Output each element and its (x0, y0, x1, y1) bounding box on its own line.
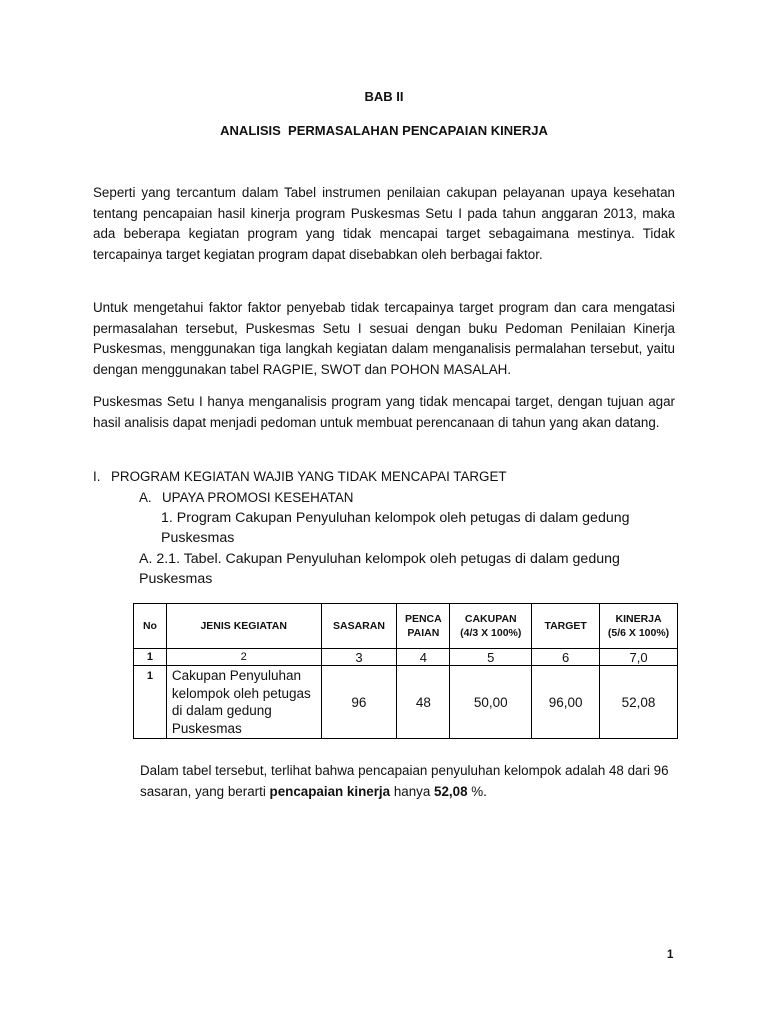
program-title: 1. Program Cakupan Penyuluhan kelompok oleh petugas di dalam gedung Puskesmas (161, 510, 630, 546)
column-number: 1 (134, 649, 167, 666)
chapter-title: ANALISIS PERMASALAHAN PENCAPAIAN KINERJA (220, 123, 548, 138)
header-cakupan-line2: (4/3 X 100%) (460, 627, 522, 639)
conclusion-paragraph (140, 760, 680, 802)
subsection-label: UPAYA PROMOSI KESEHATAN (162, 490, 354, 505)
header-jenis: JENIS KEGIATAN (166, 604, 321, 649)
page-number: 1 (667, 949, 674, 961)
header-sasaran: SASARAN (321, 604, 397, 649)
cell-jenis-kegiatan: Cakupan Penyuluhan kelompok oleh petugas di dalam gedung Puskesmas (166, 666, 321, 739)
header-kinerja-line1: KINERJA (615, 613, 662, 625)
header-no: No (134, 604, 167, 649)
performance-table (133, 603, 678, 739)
header-kinerja-line2: (5/6 X 100%) (607, 627, 670, 639)
header-pencapaian (397, 604, 450, 649)
table-caption: A. 2.1. Tabel. Cakupan Penyuluhan kelompok oleh petugas di dalam gedung Puskesmas (139, 551, 620, 587)
header-cakupan-line1: CAKUPAN (464, 613, 517, 625)
subsection-heading-a (139, 488, 353, 508)
conclusion-bold-value: 52,08 (434, 784, 468, 799)
column-number: 6 (532, 649, 600, 666)
column-number: 4 (397, 649, 450, 666)
conclusion-text-3: %. (467, 784, 487, 799)
header-target: TARGET (532, 604, 600, 649)
table-header-row (134, 604, 678, 649)
column-number: 3 (321, 649, 397, 666)
cell-pencapaian: 48 (397, 666, 450, 739)
header-pencapaian-line1: PENCA (404, 613, 442, 625)
conclusion-text-2: hanya (390, 784, 435, 799)
section-heading-i (93, 467, 507, 487)
table-row (134, 666, 678, 739)
header-cakupan (450, 604, 532, 649)
conclusion-text-1: Dalam tabel tersebut, terlihat bahwa pencapaian penyuluhan kelompok adalah 48 dari 96 sasaran, yang berarti (140, 763, 669, 799)
conclusion-bold-kinerja: pencapaian kinerja (269, 784, 391, 799)
cell-target: 96,00 (532, 666, 600, 739)
cell-sasaran: 96 (321, 666, 397, 739)
column-number: 7,0 (600, 649, 678, 666)
subsection-number: A. (139, 490, 152, 505)
cell-kinerja: 52,08 (600, 666, 678, 739)
column-number: 2 (166, 649, 321, 666)
header-pencapaian-line2: PAIAN (407, 627, 440, 639)
cell-cakupan: 50,00 (450, 666, 532, 739)
paragraph-method: Untuk mengetahui faktor faktor penyebab tidak tercapainya target program dan cara mengatasi permasalahan tersebut, Puskesmas Setu I sesuai dengan buku Pedoman Penilaian Kinerja Puskesmas, menggunakan tiga langkah kegiatan dalam menganalisis permalahan tersebut, yaitu dengan menggunakan tabel RAGPIE, SWOT dan POHON MASALAH. (93, 300, 675, 377)
paragraph-intro: Seperti yang tercantum dalam Tabel instrumen penilaian cakupan pelayanan upaya kesehatan tentang pencapaian hasil kinerja program Puskesmas Setu I pada tahun anggaran 2013, maka ada beberapa kegiatan program yang tidak mencapai target sebagaimana mestinya. Tidak tercapainya target kegiatan program dapat disebabkan oleh berbagai faktor. (93, 185, 675, 262)
column-number-row (134, 649, 678, 666)
section-label: PROGRAM KEGIATAN WAJIB YANG TIDAK MENCAPAI TARGET (111, 469, 507, 484)
chapter-heading: BAB II (364, 89, 404, 104)
column-number: 5 (450, 649, 532, 666)
cell-no: 1 (134, 666, 167, 739)
section-number: I. (93, 469, 101, 484)
paragraph-scope: Puskesmas Setu I hanya menganalisis program yang tidak mencapai target, dengan tujuan agar hasil analisis dapat menjadi pedoman untuk membuat perencanaan di tahun yang akan datang. (93, 394, 675, 430)
header-kinerja (600, 604, 678, 649)
